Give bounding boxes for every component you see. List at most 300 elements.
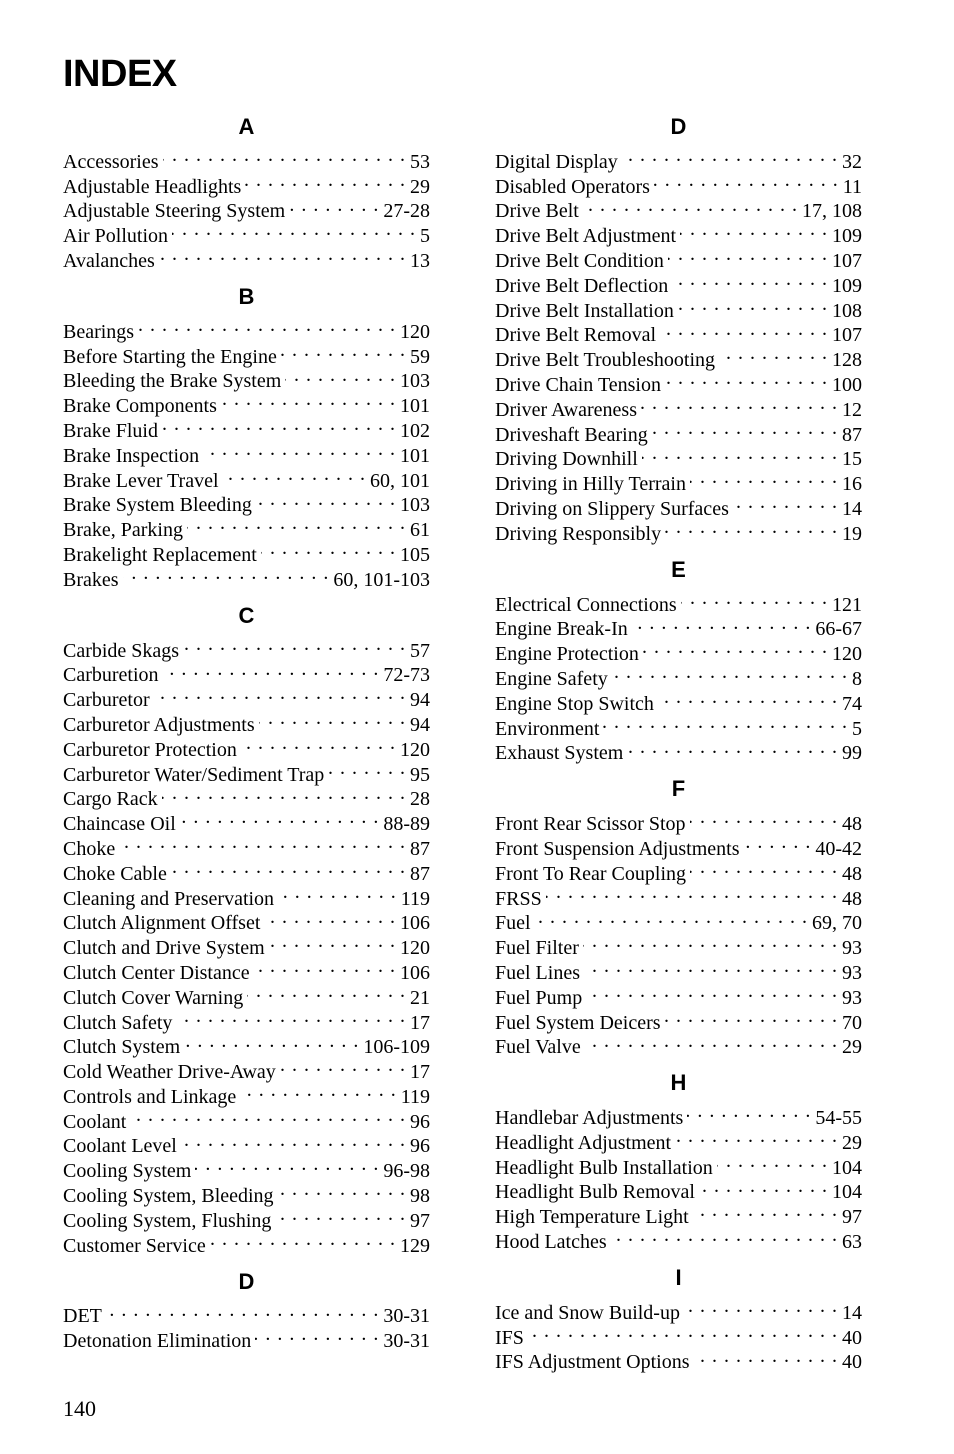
index-term: Brake, Parking bbox=[63, 519, 183, 542]
dot-leader bbox=[603, 710, 848, 735]
index-entry bbox=[495, 1319, 862, 1349]
dot-leader bbox=[275, 1202, 406, 1227]
index-term: Engine Break-In bbox=[495, 618, 628, 641]
index-term: IFS bbox=[495, 1326, 524, 1349]
index-section bbox=[63, 111, 430, 272]
index-pages: 60, 101-103 bbox=[333, 568, 430, 591]
index-pages: 48 bbox=[842, 862, 862, 885]
index-term: Headlight Bulb Removal bbox=[495, 1181, 695, 1204]
dot-leader bbox=[675, 1124, 838, 1149]
index-pages: 93 bbox=[842, 986, 862, 1009]
dot-leader bbox=[240, 1078, 396, 1103]
dot-leader bbox=[187, 511, 406, 536]
index-term: Air Pollution bbox=[63, 225, 169, 248]
index-pages: 5 bbox=[852, 717, 862, 740]
index-entry bbox=[495, 1294, 862, 1324]
dot-leader bbox=[163, 143, 406, 168]
index-term: Cooling System bbox=[63, 1160, 192, 1183]
dot-leader bbox=[528, 1319, 838, 1344]
index-pages: 102 bbox=[400, 419, 430, 442]
index-term: Driving in Hilly Terrain bbox=[495, 473, 686, 496]
dot-leader bbox=[245, 168, 406, 193]
index-entry-list bbox=[63, 1298, 430, 1353]
dot-leader bbox=[665, 1004, 838, 1029]
index-pages: 96 bbox=[410, 1110, 430, 1133]
dot-leader bbox=[680, 217, 828, 242]
dot-leader bbox=[255, 1322, 379, 1347]
index-section bbox=[495, 1262, 862, 1374]
index-term: Carburetor Water/Sediment Trap bbox=[63, 763, 325, 786]
index-entry-list bbox=[495, 586, 862, 765]
index-term: Clutch Cover Warning bbox=[63, 986, 244, 1009]
index-pages: 119 bbox=[400, 1085, 430, 1108]
index-entry bbox=[495, 929, 862, 960]
dot-leader bbox=[660, 317, 828, 342]
index-term: Fuel bbox=[495, 912, 531, 935]
index-term: Hood Latches bbox=[495, 1231, 607, 1254]
index-pages: 105 bbox=[400, 543, 430, 566]
dot-leader bbox=[654, 168, 839, 193]
index-term: Before Starting the Engine bbox=[63, 345, 277, 368]
index-entry bbox=[495, 905, 862, 935]
section-letter: B bbox=[238, 283, 255, 309]
section-letter: D bbox=[670, 114, 687, 139]
index-term: Driver Awareness bbox=[495, 398, 638, 421]
index-pages: 120 bbox=[400, 937, 430, 960]
dot-leader bbox=[665, 366, 828, 391]
index-pages: 120 bbox=[400, 320, 430, 343]
index-pages: 57 bbox=[410, 639, 430, 662]
dot-leader bbox=[693, 1344, 838, 1369]
index-term: Cooling System, Flushing bbox=[63, 1209, 272, 1232]
index-pages: 53 bbox=[410, 150, 430, 173]
dot-leader bbox=[641, 391, 838, 416]
dot-leader bbox=[690, 805, 838, 830]
index-term: Handlebar Adjustments bbox=[495, 1107, 684, 1130]
index-term: Fuel System Deicers bbox=[495, 1011, 661, 1034]
index-term: Carburetion bbox=[63, 664, 159, 687]
index-entry bbox=[63, 855, 430, 885]
index-pages: 96 bbox=[410, 1135, 430, 1158]
index-section bbox=[63, 281, 430, 591]
index-pages: 95 bbox=[410, 763, 430, 786]
dot-leader bbox=[584, 954, 838, 979]
index-entry bbox=[495, 805, 862, 836]
index-pages: 106 bbox=[400, 912, 430, 935]
index-term: Fuel Valve bbox=[495, 1036, 581, 1059]
dot-leader bbox=[285, 363, 396, 388]
index-pages: 70 bbox=[842, 1011, 862, 1034]
dot-leader bbox=[172, 217, 416, 242]
index-term: Digital Display bbox=[495, 150, 618, 173]
index-pages: 99 bbox=[842, 742, 862, 765]
index-term: Headlight Bulb Installation bbox=[495, 1156, 713, 1179]
dot-leader bbox=[184, 1029, 359, 1054]
dot-leader bbox=[183, 632, 406, 657]
index-pages: 93 bbox=[842, 937, 862, 960]
page-number: 140 bbox=[63, 1396, 96, 1421]
dot-leader bbox=[259, 706, 406, 731]
index-term: Drive Belt Condition bbox=[495, 249, 664, 272]
index-pages: 30-31 bbox=[383, 1305, 430, 1328]
dot-leader bbox=[281, 338, 406, 363]
section-letter: H bbox=[670, 1070, 687, 1096]
index-term: Choke bbox=[63, 837, 116, 860]
dot-leader bbox=[583, 193, 798, 218]
dot-leader bbox=[289, 193, 379, 218]
index-pages: 30-31 bbox=[383, 1330, 430, 1353]
dot-leader bbox=[223, 462, 366, 487]
dot-leader bbox=[264, 905, 396, 930]
dot-leader bbox=[241, 731, 396, 756]
dot-leader bbox=[106, 1298, 379, 1323]
dot-leader bbox=[642, 441, 838, 466]
index-pages: 72-73 bbox=[383, 664, 430, 687]
index-entry bbox=[495, 143, 862, 173]
index-term: IFS Adjustment Options bbox=[495, 1351, 690, 1374]
index-term: Carburetor bbox=[63, 689, 150, 712]
index-pages: 59 bbox=[410, 345, 430, 368]
index-pages: 96-98 bbox=[383, 1160, 430, 1183]
index-term: Engine Safety bbox=[495, 667, 608, 690]
dot-leader bbox=[665, 515, 838, 540]
index-pages: 94 bbox=[410, 689, 430, 712]
section-letter: I bbox=[675, 1265, 682, 1291]
index-entry-list bbox=[63, 313, 430, 591]
index-entry bbox=[63, 1322, 430, 1353]
dot-leader bbox=[733, 490, 838, 515]
index-pages: 29 bbox=[410, 175, 430, 198]
index-pages: 119 bbox=[400, 887, 430, 910]
index-section bbox=[63, 600, 430, 1257]
index-term: Clutch System bbox=[63, 1036, 181, 1059]
index-pages: 16 bbox=[842, 473, 862, 496]
index-entry bbox=[63, 313, 430, 343]
index-pages: 28 bbox=[410, 788, 430, 811]
index-entry-list bbox=[495, 1294, 862, 1374]
index-entry-list bbox=[495, 1099, 862, 1254]
index-term: Ice and Snow Build-up bbox=[495, 1301, 680, 1324]
index-term: Avalanches bbox=[63, 249, 155, 272]
index-term: Clutch and Drive System bbox=[63, 937, 265, 960]
index-section bbox=[495, 111, 862, 545]
index-term: Bearings bbox=[63, 320, 135, 343]
index-pages: 87 bbox=[842, 423, 862, 446]
index-entry-list bbox=[63, 143, 430, 272]
index-term: Driving Downhill bbox=[495, 448, 638, 471]
index-term: Detonation Elimination bbox=[63, 1330, 252, 1353]
index-pages: 61 bbox=[410, 519, 430, 542]
dot-leader bbox=[699, 1174, 828, 1199]
dot-leader bbox=[658, 685, 838, 710]
index-pages: 104 bbox=[832, 1181, 862, 1204]
section-letter: D bbox=[238, 1268, 255, 1294]
dot-leader bbox=[717, 1149, 828, 1174]
index-pages: 121 bbox=[832, 593, 862, 616]
dot-leader bbox=[586, 979, 838, 1004]
index-entry-list bbox=[495, 805, 862, 1059]
index-term: Carburetor Protection bbox=[63, 738, 237, 761]
index-pages: 66-67 bbox=[815, 618, 862, 641]
index-pages: 120 bbox=[832, 643, 862, 666]
dot-leader bbox=[221, 387, 396, 412]
index-pages: 108 bbox=[832, 299, 862, 322]
index-entry bbox=[63, 1298, 430, 1328]
index-pages: 107 bbox=[832, 249, 862, 272]
index-pages: 11 bbox=[842, 175, 862, 198]
index-term: Accessories bbox=[63, 150, 159, 173]
index-pages: 29 bbox=[842, 1131, 862, 1154]
index-entry bbox=[63, 143, 430, 173]
index-term: Drive Belt Removal bbox=[495, 324, 657, 347]
index-pages: 40 bbox=[842, 1351, 862, 1374]
index-pages: 87 bbox=[410, 837, 430, 860]
index-term: Brake Inspection bbox=[63, 444, 200, 467]
index-term: Bleeding the Brake System bbox=[63, 370, 282, 393]
index-pages: 29 bbox=[842, 1036, 862, 1059]
dot-leader bbox=[684, 1294, 838, 1319]
index-term: Electrical Connections bbox=[495, 593, 677, 616]
index-pages: 94 bbox=[410, 713, 430, 736]
dot-leader bbox=[278, 880, 397, 905]
index-term: Cleaning and Preservation bbox=[63, 887, 275, 910]
index-term: Clutch Center Distance bbox=[63, 961, 250, 984]
index-pages: 106 bbox=[400, 961, 430, 984]
index-term: Adjustable Headlights bbox=[63, 175, 242, 198]
index-term: Fuel Filter bbox=[495, 937, 579, 960]
index-pages: 129 bbox=[400, 1234, 430, 1257]
index-term: Driving on Slippery Surfaces bbox=[495, 497, 729, 520]
index-pages: 54-55 bbox=[815, 1107, 862, 1130]
index-pages: 107 bbox=[832, 324, 862, 347]
dot-leader bbox=[612, 660, 848, 685]
index-pages: 103 bbox=[400, 370, 430, 393]
dot-leader bbox=[159, 242, 406, 267]
dot-leader bbox=[154, 681, 406, 706]
index-pages: 14 bbox=[842, 1301, 862, 1324]
index-term: Brake System Bleeding bbox=[63, 494, 252, 517]
dot-leader bbox=[687, 1099, 811, 1124]
index-pages: 40 bbox=[842, 1326, 862, 1349]
index-term: Brake Lever Travel bbox=[63, 469, 219, 492]
index-term: Cold Weather Drive-Away bbox=[63, 1061, 276, 1084]
dot-leader bbox=[163, 657, 380, 682]
section-letter: C bbox=[238, 602, 255, 628]
index-term: Clutch Alignment Offset bbox=[63, 912, 261, 935]
index-section bbox=[495, 1067, 862, 1254]
index-pages: 98 bbox=[410, 1185, 430, 1208]
index-term: High Temperature Light bbox=[495, 1206, 689, 1229]
index-term: Brake Fluid bbox=[63, 419, 158, 442]
index-entry bbox=[63, 632, 430, 662]
index-pages: 27-28 bbox=[383, 200, 430, 223]
index-term: Fuel Pump bbox=[495, 986, 583, 1009]
index-term: Coolant Level bbox=[63, 1135, 177, 1158]
dot-leader bbox=[138, 313, 396, 338]
index-pages: 120 bbox=[400, 738, 430, 761]
dot-leader bbox=[171, 855, 406, 880]
index-pages: 15 bbox=[842, 448, 862, 471]
index-pages: 19 bbox=[842, 522, 862, 545]
index-column-left bbox=[63, 111, 430, 1361]
dot-leader bbox=[181, 1128, 406, 1153]
index-pages: 60, 101 bbox=[370, 469, 430, 492]
dot-leader bbox=[269, 929, 396, 954]
index-term: Brakes bbox=[63, 568, 119, 591]
dot-leader bbox=[176, 1004, 406, 1029]
index-entry bbox=[495, 880, 862, 910]
index-term: Front Rear Scissor Stop bbox=[495, 813, 686, 836]
index-term: Engine Protection bbox=[495, 643, 639, 666]
dot-leader bbox=[328, 756, 406, 781]
index-pages: 69, 70 bbox=[812, 912, 862, 935]
dot-leader bbox=[652, 416, 838, 441]
dot-leader bbox=[672, 267, 828, 292]
index-pages: 101 bbox=[400, 444, 430, 467]
dot-leader bbox=[632, 611, 812, 636]
index-term: Brake Components bbox=[63, 395, 217, 418]
index-term: Driving Responsibly bbox=[495, 522, 662, 545]
dot-leader bbox=[123, 561, 330, 586]
dot-leader bbox=[535, 905, 808, 930]
dot-leader bbox=[195, 1152, 379, 1177]
dot-leader bbox=[585, 1029, 838, 1054]
index-pages: 13 bbox=[410, 249, 430, 272]
index-pages: 40-42 bbox=[815, 837, 862, 860]
dot-leader bbox=[256, 487, 396, 512]
index-term: Cargo Rack bbox=[63, 788, 158, 811]
dot-leader bbox=[203, 437, 396, 462]
section-letter: F bbox=[671, 776, 686, 802]
index-pages: 103 bbox=[400, 494, 430, 517]
index-term: Customer Service bbox=[63, 1234, 206, 1257]
index-entry bbox=[495, 1344, 862, 1374]
index-pages: 21 bbox=[410, 986, 430, 1009]
index-term: Brakelight Replacement bbox=[63, 543, 257, 566]
index-term: Chaincase Oil bbox=[63, 813, 176, 836]
index-term: Choke Cable bbox=[63, 862, 167, 885]
index-term: Drive Chain Tension bbox=[495, 373, 661, 396]
index-pages: 97 bbox=[842, 1206, 862, 1229]
index-pages: 128 bbox=[832, 349, 862, 372]
index-term: Driveshaft Bearing bbox=[495, 423, 648, 446]
dot-leader bbox=[180, 805, 380, 830]
index-term: Engine Stop Switch bbox=[495, 692, 654, 715]
dot-leader bbox=[690, 465, 838, 490]
index-pages: 101 bbox=[400, 395, 430, 418]
index-pages: 88-89 bbox=[383, 813, 430, 836]
index-term: Headlight Adjustment bbox=[495, 1131, 672, 1154]
index-pages: 109 bbox=[832, 225, 862, 248]
index-pages: 8 bbox=[852, 667, 862, 690]
index-pages: 5 bbox=[420, 225, 430, 248]
dot-leader bbox=[280, 1053, 406, 1078]
index-term: Drive Belt bbox=[495, 200, 579, 223]
dot-leader bbox=[162, 781, 406, 806]
dot-leader bbox=[254, 954, 396, 979]
index-section bbox=[495, 554, 862, 765]
index-pages: 32 bbox=[842, 150, 862, 173]
dot-leader bbox=[693, 1198, 838, 1223]
index-pages: 17 bbox=[410, 1011, 430, 1034]
index-term: Exhaust System bbox=[495, 742, 624, 765]
dot-leader bbox=[681, 586, 828, 611]
dot-leader bbox=[546, 880, 838, 905]
index-pages: 12 bbox=[842, 398, 862, 421]
index-column-right bbox=[495, 111, 862, 1382]
dot-leader bbox=[643, 635, 828, 660]
dot-leader bbox=[130, 1103, 406, 1128]
dot-leader bbox=[247, 979, 406, 1004]
index-term: Drive Belt Installation bbox=[495, 299, 674, 322]
dot-leader bbox=[278, 1177, 406, 1202]
index-pages: 106-109 bbox=[363, 1036, 430, 1059]
dot-leader bbox=[210, 1227, 396, 1252]
dot-leader bbox=[719, 341, 828, 366]
dot-leader bbox=[583, 929, 838, 954]
index-pages: 87 bbox=[410, 862, 430, 885]
dot-leader bbox=[261, 536, 396, 561]
index-pages: 97 bbox=[410, 1209, 430, 1232]
index-term: Clutch Safety bbox=[63, 1011, 173, 1034]
index-term: Front Suspension Adjustments bbox=[495, 837, 740, 860]
index-entry-list bbox=[63, 632, 430, 1257]
section-letter: E bbox=[671, 556, 686, 582]
index-entry bbox=[495, 586, 862, 616]
index-term: DET bbox=[63, 1305, 102, 1328]
index-pages: 109 bbox=[832, 274, 862, 297]
index-term: Adjustable Steering System bbox=[63, 200, 286, 223]
dot-leader bbox=[611, 1223, 838, 1248]
index-section bbox=[495, 773, 862, 1059]
index-pages: 74 bbox=[842, 692, 862, 715]
index-pages: 48 bbox=[842, 887, 862, 910]
index-entry bbox=[495, 1099, 862, 1130]
index-term: Drive Belt Deflection bbox=[495, 274, 669, 297]
dot-leader bbox=[668, 242, 828, 267]
index-term: Coolant bbox=[63, 1110, 127, 1133]
index-term: Drive Belt Troubleshooting bbox=[495, 349, 716, 372]
index-term: Carbide Skags bbox=[63, 639, 180, 662]
index-term: Drive Belt Adjustment bbox=[495, 225, 677, 248]
index-term: Fuel Lines bbox=[495, 961, 580, 984]
dot-leader bbox=[678, 292, 828, 317]
index-term: Controls and Linkage bbox=[63, 1085, 237, 1108]
dot-leader bbox=[119, 830, 406, 855]
index-term: FRSS bbox=[495, 887, 542, 910]
index-term: Environment bbox=[495, 717, 600, 740]
index-pages: 14 bbox=[842, 497, 862, 520]
section-letter: A bbox=[238, 114, 255, 139]
index-pages: 17 bbox=[410, 1061, 430, 1084]
index-term: Cooling System, Bleeding bbox=[63, 1185, 274, 1208]
index-entry-list bbox=[495, 143, 862, 545]
index-term: Disabled Operators bbox=[495, 175, 650, 198]
index-pages: 48 bbox=[842, 813, 862, 836]
dot-leader bbox=[743, 830, 811, 855]
index-pages: 63 bbox=[842, 1231, 862, 1254]
index-pages: 93 bbox=[842, 961, 862, 984]
index-pages: 100 bbox=[832, 373, 862, 396]
index-term: Carburetor Adjustments bbox=[63, 713, 255, 736]
index-pages: 104 bbox=[832, 1156, 862, 1179]
index-term: Front To Rear Coupling bbox=[495, 862, 687, 885]
dot-leader bbox=[622, 143, 838, 168]
page-title: INDEX bbox=[63, 53, 177, 95]
dot-leader bbox=[627, 735, 838, 760]
index-pages: 17, 108 bbox=[802, 200, 862, 223]
dot-leader bbox=[162, 412, 396, 437]
